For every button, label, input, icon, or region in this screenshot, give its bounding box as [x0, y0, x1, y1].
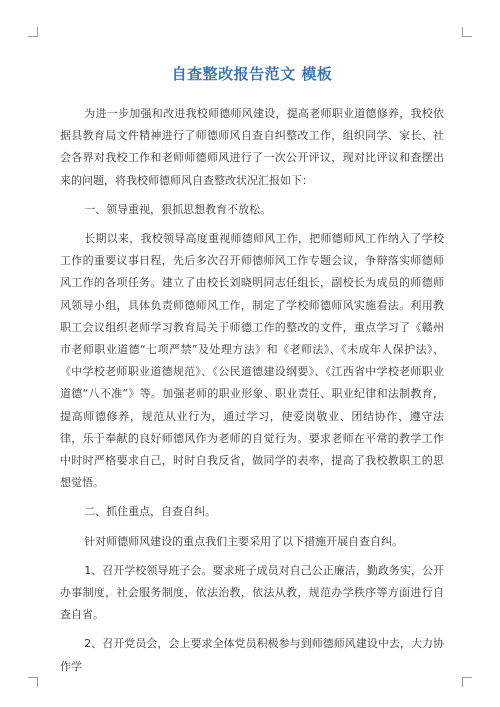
- intro-paragraph: 为进一步加强和改进我校师德师风建设，提高老师职业道德修养，我校依据县教育局文件精神进行了师德师风自查自纠整改工作，组织同学、家长、社会各界对我校工作和老师师德师风进行了一次公开评议，现对比评议和查摆出来的问题，将我校师德师风自查整改状况汇报如下：: [60, 107, 444, 187]
- crop-mark-bottom-left: [28, 677, 38, 687]
- list-item-1: 1、召开学校领导班子会。要求班子成员对自己公正廉洁，勤政务实，公开办事制度，社会服务制度，依法治教，依法从教，规范办学秩序等方面进行自查自省。: [60, 563, 444, 622]
- crop-mark-bottom-right: [462, 677, 472, 687]
- document-page: [60, 60, 444, 685]
- document-title: 自查整改报告范文 模板: [171, 65, 333, 83]
- body-paragraph: 长期以来，我校领导高度重视师德师风工作，把师德师风工作纳入了学校工作的重要议事日程，先后多次召开师德师风工作专题会议，争辩落实师德师风工作的各项任务。建立了由校长刘晓明同志任组长，副校长为成员的师德师风领导小组，具体负责师德师风工作，制定了学校师德师风实施看法。利用教职工会议组织老师学习教育局关于师德工作的整改的文件，重点学习了《赣州市老师职业道德“七项严禁”及处理方法》和《老师法》、《未成年人保护法》、《中学校老师职业道德规范》、《公民道德建设纲要》、《江西省中学校老师职业道德“八不准”》等。加强老师的职业形象、职业责任、职业纪律和法制教育，提高师德修养，规范从业行为，通过学习，使爱岗敬业、团结协作、遵守法律，乐于奉献的良好师德风作为老师的自觉行为。要求老师在平常的教学工作中时时严格要求自己，时时自我反省，做同学的表率，提高了我校教职工的思想觉悟。: [60, 232, 444, 490]
- crop-mark-top-left: [28, 27, 38, 37]
- section-heading-2: 二、抓住重点，自查自纠。: [84, 505, 217, 519]
- section-heading-1: 一、领导重视，狠抓思想教育不放松。: [84, 202, 272, 216]
- crop-mark-top-right: [462, 27, 472, 37]
- list-item-2: 2、召开党员会，会上要求全体党员积极参与到师德师风建设中去，大力协作学: [60, 637, 444, 673]
- body-paragraph: 针对师德师风建设的重点我们主要采用了以下措施开展自查自纠。: [84, 534, 404, 548]
